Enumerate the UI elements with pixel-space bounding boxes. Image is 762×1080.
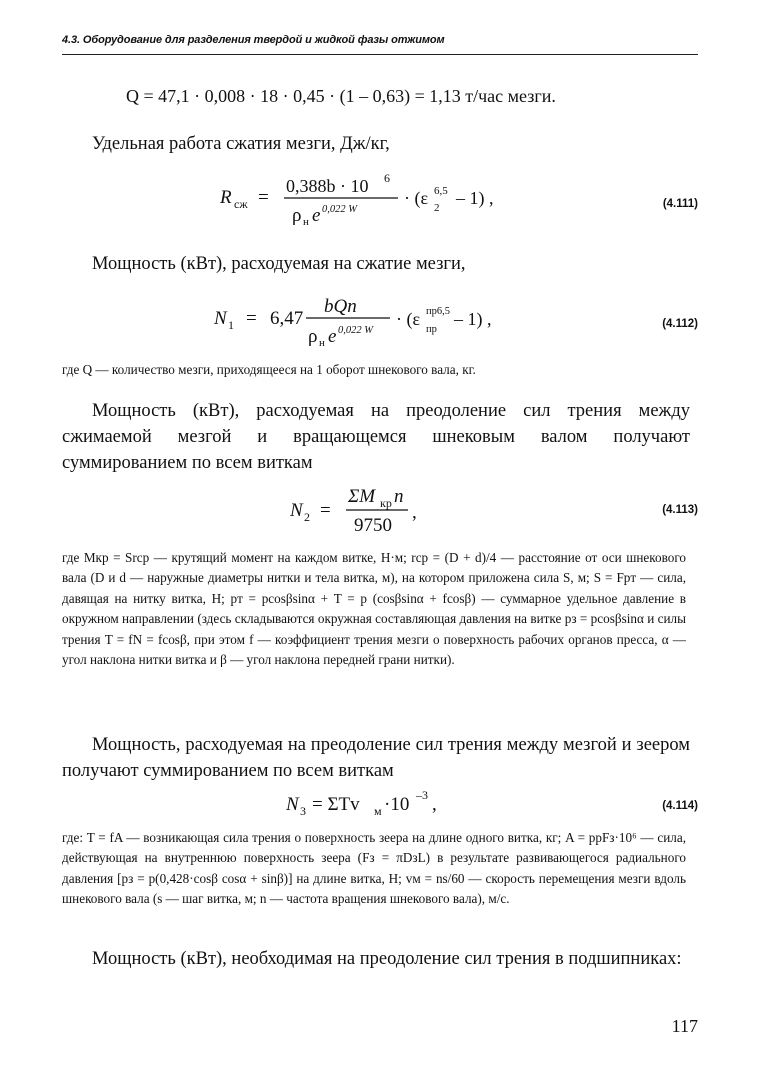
paragraph-bearings-text: Мощность (кВт), необходимая на преодоление сил трения в подшипниках: [92, 949, 682, 969]
eq114-rhs-sup: –3 [416, 788, 428, 802]
equation-4-112 [214, 290, 514, 352]
note-4-113 [62, 548, 686, 670]
equation-4-113 [290, 480, 450, 538]
intro-power-compress: Мощность (кВт), расходуемая на сжатие мезги, [92, 254, 466, 274]
eq-number-4-111: (4.111) [662, 198, 698, 210]
eq112-tail-sub: пр [426, 324, 437, 335]
eq-number-4-114: (4.114) [662, 800, 698, 812]
eq113-num-tail: n [394, 486, 404, 507]
eq114-lhs: N [286, 794, 299, 815]
eq114-lhs-sub: 3 [300, 804, 306, 818]
eq111-lhs: R [220, 187, 232, 208]
eq111-num-sup: 6 [384, 171, 390, 185]
eq111-den-sub: н [303, 216, 309, 228]
paragraph-friction-shaft [62, 398, 690, 476]
eq-number-4-112: (4.112) [662, 318, 698, 330]
eq112-lhs: N [214, 308, 227, 329]
eq114-rhs: = ΣTv [312, 794, 360, 815]
eq113-eq: = [320, 500, 331, 521]
eq112-den-sub: н [319, 337, 325, 349]
eq112-den-e: e [328, 326, 337, 347]
eq114-comma: , [432, 794, 437, 815]
eq111-tail-end: – 1) , [456, 188, 494, 208]
paragraph-friction-screen-text: Мощность, расходуемая на преодоление сил трения между мезгой и зеером получают суммированием по всем виткам [62, 735, 690, 781]
eq112-den-exp: 0,022 W [338, 325, 373, 336]
eq114-rhs-sub: м [374, 804, 382, 818]
note-q: где Q — количество мезги, приходящееся на 1 оборот шнекового вала, кг. [62, 362, 476, 377]
eq113-lhs: N [290, 500, 303, 521]
eq111-den-exp: 0,022 W [322, 204, 357, 215]
equation-4-114 [286, 786, 466, 822]
eq114-rhs-tail: ·10 [384, 794, 410, 815]
eq112-coef: 6,47 [270, 308, 304, 329]
eq-number-4-113: (4.113) [662, 504, 698, 516]
note-4-114 [62, 828, 686, 910]
eq113-num: ΣM [348, 486, 376, 507]
eq111-eq: = [258, 187, 269, 208]
note-4-113-text: где Mкр = Srср — крутящий момент на каждом витке, Н·м; rср = (D + d)/4 — расстояние от оси шнекового вала (D и d — наружные диаметры нитки и тела витка, м), на котором приложена сила S, м; S = Fpт — сила, давящая на нитку витка, Н; pт = pcosβsinα + T = p (cosβsinα + fcosβ) — суммарное удельное давление в окружном направлении (здесь складываются окружная составляющая давления на витке pз = pcosβsinα и силы трения T = fN = fcosβ, при этом f — коэффициент трения мезги о поверхность рабочих органов пресса, α — угол наклона нитки витка и β — угол наклона передней грани нитки). [62, 550, 686, 668]
eq112-den-rho: ρ [308, 326, 318, 347]
eq113-den: 9750 [354, 515, 392, 536]
page-number: 117 [671, 1016, 698, 1036]
eq111-tail-sub: 2 [434, 202, 440, 214]
eq113-lhs-sub: 2 [304, 510, 310, 524]
paragraph-friction-shaft-text: Мощность (кВт), расходуемая на преодоление сил трения между сжимаемой мезгой и вращающемся шнековым валом получают суммированием по всем виткам [62, 401, 690, 473]
paragraph-friction-screen [62, 732, 690, 784]
eq111-lhs-sub: сж [234, 197, 248, 211]
paragraph-bearings [62, 946, 690, 972]
eq111-tail: · (ε [404, 188, 429, 208]
eq112-tail: · (ε [396, 309, 421, 329]
eq112-tail-sup: пр6,5 [426, 306, 450, 317]
eq112-tail-end: – 1) , [454, 309, 492, 329]
eq111-den-rho: ρ [292, 205, 302, 226]
eq112-lhs-sub: 1 [228, 318, 234, 332]
eq111-num: 0,388b · 10 [286, 176, 369, 196]
eq112-num: bQn [324, 296, 357, 317]
intro-specific-work: Удельная работа сжатия мезги, Дж/кг, [92, 134, 390, 154]
header-rule [62, 54, 698, 55]
eq113-num-sub: кр [380, 496, 392, 510]
eq111-tail-sup: 6,5 [434, 185, 448, 197]
eq113-comma: , [412, 502, 417, 523]
formula-q: Q = 47,1 · 0,008 · 18 · 0,45 · (1 – 0,63) = 1,13 т/час мезги. [126, 86, 556, 106]
eq112-eq: = [246, 308, 257, 329]
eq111-den-e: e [312, 205, 321, 226]
note-4-114-text: где: T = fA — возникающая сила трения о поверхность зеера на длине одного витка, кг; A = pрFз·10⁶ — сила, действующая на внутреннюю поверхность зеера (Fз = πDзL) в результате развивающегося радиального давления [pз = p(0,428·cosβ cosα + sinβ)] на длине витка, Н; vм = ns/60 — скорость перемещения мезги вдоль шнекового вала (s — шаг витка, м; n — частота вращения шнекового вала), м/с. [62, 830, 686, 907]
equation-4-111 [220, 168, 520, 228]
running-header: 4.3. Оборудование для разделения твердой и жидкой фазы отжимом [62, 34, 445, 46]
